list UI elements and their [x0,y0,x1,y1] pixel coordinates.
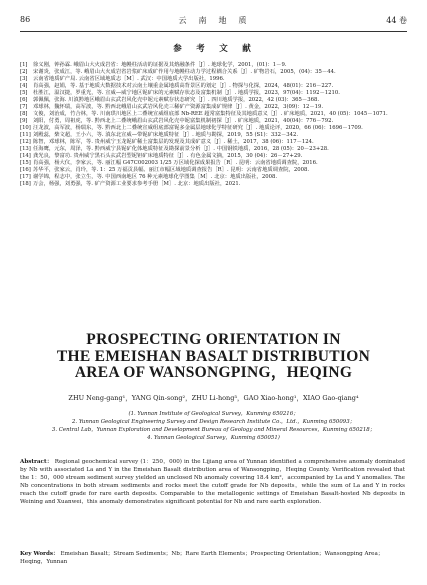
abstract-label: Abstract： [20,459,53,465]
reference-text: 邓球林，魏怀瑞，高军波，等. 黔西北峨眉山玄武岩风化壳三稀矿产资源富集成矿规律［J］. 黄金，2022，3(09)：12－19. [33,104,324,110]
reference-item [20,62,405,69]
reference-number: [13] [20,146,31,152]
page-number: 86 [20,15,31,24]
reference-item [20,146,405,153]
reference-list [20,62,405,188]
english-title-line: THE EMEISHAN BASALT DISTRIBUTION [56,347,371,365]
affiliation-line: 3. Central Lab，Yunnan Exploration and Development Bureau of Geology and Mineral Resources，Kunming 650218； [51,427,376,433]
reference-text: 杜胜江，温汉捷，罗重光，等. 宣威—威宁地区铌矿床的元素赋存状态及富集机制［J］. 地质学报，2023，97(04)：1192－1210. [33,90,340,96]
reference-text: 宋谢炎，张成江，等. 峨眉山大火成岩省岩浆矿床成矿作用与地幔柱动力学过程耦合关系［J］. 矿物岩石，2005，(04)：35－44. [33,69,336,75]
affiliation-line: (1. Yunnan Institute of Geological Survey，Kunming 650216； [128,411,299,417]
reference-number: [14] [20,153,31,159]
reference-text: 陈智，邓球林，陈军，等. 贵州威宁玉龙铌矿稀土富集层的发现及其成矿意义［J］. 稀土，2017，38 (06)：117－124. [33,139,314,145]
reference-text: 苏华平，张家云，肖玲，等. 1：25 万福贡县幅、丽江市幅区域地质调查报告［R］. 昆明：云南省地质调查院，2008. [33,167,310,173]
reference-item [20,76,405,83]
header-rule [20,31,407,32]
reference-text: 汪龙波，高军波，杨瑞东，等. 黔西北上二叠统宣威组底部富铌多金属层地球化学特征研究［J］. 地质论评，2020，66 (06)：1696－1709. [33,125,363,131]
reference-text: 龚光良，黎富功. 贵州威宁黑石头玄武岩型铌钽矿床地质特征［J］. 有色金属文摘，2015，30 (04)：26－27+29. [33,153,303,159]
reference-item [20,174,405,181]
reference-number: [18] [20,181,31,187]
reference-item [20,139,405,146]
reference-number: [10] [20,125,31,131]
reference-number: [9] [20,118,28,124]
reference-item [20,160,405,167]
reference-item [20,104,405,111]
keywords [20,550,405,566]
abstract [20,458,405,506]
reference-item [20,125,405,132]
journal-title: 云 南 地 质 [178,16,249,25]
reference-number: [5] [20,90,28,96]
volume-label: 44 卷 [386,16,407,25]
reference-number: [4] [20,83,28,89]
reference-item [20,90,405,97]
reference-item [20,83,405,90]
keywords-label: Key Words： [20,551,59,557]
reference-number: [16] [20,167,31,173]
reference-text: 谢学锦，程志中，张立生，等. 中国西南地区 76 种元素地球化学图集［M］. 北京：地质出版社，2008. [33,174,278,180]
reference-text: 万会，杨强，刘勇强，等. 矿产资源工业要求参考手册［M］. 北京：地质出版社，2021. [33,181,241,187]
reference-number: [7] [20,104,28,110]
reference-number: [15] [20,160,31,166]
keywords-text: Emeishan Basalt；Stream Sediments；Nb；Rare Earth Elements；Prospecting Orientation；Wansongping Area；Heqing，Yunnan [20,551,384,565]
reference-item [20,111,405,118]
reference-item [20,97,405,104]
reference-item [20,181,405,188]
reference-number: [6] [20,97,28,103]
reference-number: [2] [20,69,28,75]
reference-number: [3] [20,76,28,82]
reference-text: 肖高强，杨大仪，李家云，等. 丽江幅 G47C002003 1/25 万区域化探成果报告［R］. 昆明：云南省地质调查院，2016. [33,160,318,166]
reference-number: [11] [20,132,31,138]
author-line: ZHU Neng-gang¹，YANG Qin-song²，ZHU Li-hong³，GAO Xiao-hong¹，XIAO Gao-qiang⁴ [68,394,359,402]
reference-text: 任海鹰，元东，周泽，等. 黔西威宁县铌矿化体地质特征及勘探前景分析［J］. 中国钢铁地质，2016，28 (05)：20－23+28. [33,146,329,152]
reference-number: [17] [20,174,31,180]
references-heading: 参 考 文 献 [173,44,254,54]
english-title-line: PROSPECTING ORIENTATION IN [86,331,341,348]
reference-number: [8] [20,111,28,117]
affiliation-line: 4. Yunnan Geological Survey，Kunming 650051) [147,435,280,441]
reference-text: 刘殿蕊，柴文超，王小六，等. 滇东北宣威—带铌矿床地质特征［J］. 地质与勘探，2019，55 (S1)：332－342. [33,132,299,138]
reference-item [20,132,405,139]
reference-item [20,153,405,160]
english-title-line: AREA OF WANSONGPING，HEQING [74,364,353,381]
reference-text: 肖高强，赵娟，等. 基于地质大数据技术对云南土壤重金属地质高背景区的划定［J］. 物探与化探，2024，48(01)：216－227. [33,83,334,89]
affiliations [0,410,427,442]
abstract-text: Regional geochemical survey (1：250，000) in the Lijiang area of Yunnan identified a comprehensive anomaly dominated by Nb with associated La and Y in the Emeishan Basalt distribution area of Wansongping，Heqing County. Verification revealed that the 1：50，000 stream sediment survey yielded an unclosed Nb anomaly covering 18.4 km²，accompanied by La and Y anomalies. The Nb concentrations in both stream sediments and rocks meet the cutoff grade for Nb deposits，while the sum of La and Y in rocks reach the cutoff grade for rare earth deposits. Comparable to the metallogenic settings of Emeishan Basalt-hosted Nb deposits in Weining and Xuanwei，this anomaly demonstrates significant potential for Nb and rare earth exploration. [20,459,405,505]
reference-text: 郭佩佩，张海. 川滇黔地区峨眉山玄武岩风化壳中铌元素赋存状态研究［J］. 四川地质学报，2022，42 (03)：365－368. [33,97,320,103]
reference-number: [12] [20,139,31,145]
reference-item [20,167,405,174]
reference-text: 徐义刚，钟孙霖. 峨眉山大火成岩省：地幔柱活动的证据及其熔融条件［J］. 地球化学，2001，(01)：1－9. [33,62,287,68]
reference-number: [1] [20,62,28,68]
english-title [0,332,427,382]
reference-text: 刘阳，付勇，周祖虎，等. 黔西北上二叠统峨眉山玄武岩风化壳中铌富集机制初探［J］. 矿床地质，2021，40(04)：776－792. [33,118,334,124]
reference-text: 云南省地质矿产局. 云南省区域地质志［M］. 武汉：中国地质大学出版社，1996. [33,76,225,82]
affiliation-line: 2. Yunnan Geological Engineering Survey and Design Research Institute Co.，Ltd.，Kunming 650093； [71,419,356,425]
reference-item [20,69,405,76]
reference-item [20,118,405,125]
reference-text: 文俊，刘治成，竹合林，等. 川南珙川地区上二叠统宣威组底部 Nb-REE 超常富集特征及其地质意义［J］. 矿床地质，2021，40 (05)：1045－1071. [33,111,388,117]
running-header [20,13,407,29]
